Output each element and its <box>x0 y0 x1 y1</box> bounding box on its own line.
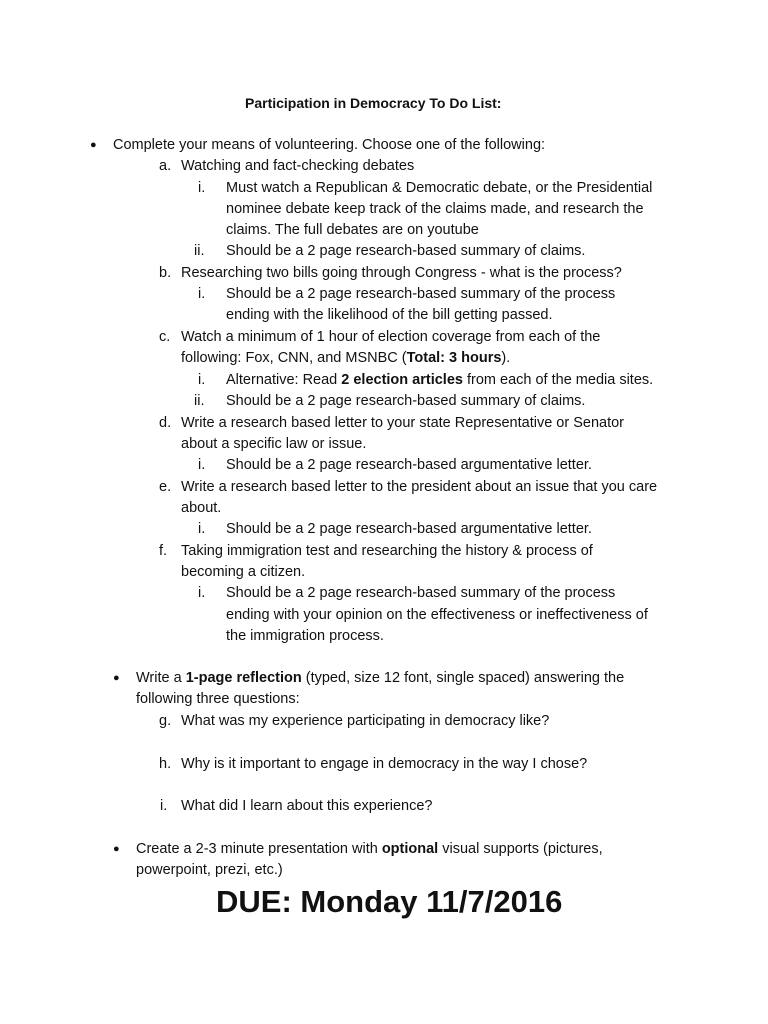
list-item-text: Researching two bills going through Congress - what is the process? <box>181 265 622 281</box>
list-item-text: Write a 1-page reflection (typed, size 12 font, single spaced) answering the <box>136 670 625 686</box>
list-marker: i. <box>160 798 168 814</box>
list-item-text: nominee debate keep track of the claims made, and research the <box>226 201 644 217</box>
emphasis-text: Total: 3 hours <box>406 350 502 366</box>
list-marker: d. <box>159 415 172 431</box>
list-item-text: powerpoint, prezi, etc.) <box>136 862 283 878</box>
list-item-text: Should be a 2 page research-based summary of the process <box>226 585 616 601</box>
list-item-text: following: Fox, CNN, and MSNBC (Total: 3 hours). <box>181 350 511 366</box>
due-date: DUE: Monday 11/7/2016 <box>216 884 563 919</box>
list-item-text: Create a 2-3 minute presentation with optional visual supports (pictures, <box>136 841 603 857</box>
list-item-text: about a specific law or issue. <box>181 436 367 452</box>
list-marker: f. <box>159 543 168 559</box>
list-item-text: Complete your means of volunteering. Choose one of the following: <box>113 137 546 153</box>
list-item-text: claims. The full debates are on youtube <box>226 222 479 238</box>
emphasis-text: 2 election articles <box>341 372 463 388</box>
bullet-icon: ● <box>113 672 120 684</box>
list-marker: i. <box>198 286 206 302</box>
list-item-text: Should be a 2 page research-based summary of claims. <box>226 243 586 259</box>
list-marker: h. <box>159 756 172 772</box>
list-item-text: about. <box>181 500 222 516</box>
list-marker: i. <box>198 180 206 196</box>
list-item-text: Should be a 2 page research-based argumentative letter. <box>226 521 592 537</box>
list-marker: i. <box>198 521 206 537</box>
list-marker: ii. <box>194 243 205 259</box>
emphasis-text: optional <box>381 841 439 857</box>
list-marker: ii. <box>194 393 205 409</box>
list-item-text: Should be a 2 page research-based summary of claims. <box>226 393 586 409</box>
bullet-icon: ● <box>90 139 97 151</box>
list-marker: i. <box>198 585 206 601</box>
list-item-text: Why is it important to engage in democracy in the way I chose? <box>181 756 588 772</box>
list-item-text: the immigration process. <box>226 628 384 644</box>
list-item-text: Write a research based letter to the president about an issue that you care <box>181 479 658 495</box>
list-item-text: Should be a 2 page research-based argumentative letter. <box>226 457 592 473</box>
list-item-text: Should be a 2 page research-based summary of the process <box>226 286 616 302</box>
list-item-text: ending with the likelihood of the bill getting passed. <box>226 307 553 323</box>
list-item-text: What did I learn about this experience? <box>181 798 433 814</box>
list-item-text: Taking immigration test and researching the history & process of <box>181 543 593 559</box>
list-item-text: Watch a minimum of 1 hour of election coverage from each of the <box>181 329 601 345</box>
list-item-text: Alternative: Read 2 election articles from each of the media sites. <box>226 372 654 388</box>
list-marker: i. <box>198 457 206 473</box>
emphasis-text: 1-page reflection <box>185 670 302 686</box>
list-item-text: ending with your opinion on the effectiveness or ineffectiveness of <box>226 607 648 623</box>
list-item-text: Write a research based letter to your state Representative or Senator <box>181 415 625 431</box>
list-marker: g. <box>159 713 172 729</box>
list-marker: e. <box>159 479 172 495</box>
list-item-text: becoming a citizen. <box>181 564 306 580</box>
list-item-text: following three questions: <box>136 691 300 707</box>
list-marker: a. <box>159 158 172 174</box>
list-item-text: Must watch a Republican & Democratic debate, or the Presidential <box>226 180 653 196</box>
list-marker: b. <box>159 265 172 281</box>
list-item-text: What was my experience participating in democracy like? <box>181 713 550 729</box>
bullet-icon: ● <box>113 843 120 855</box>
list-marker: c. <box>159 329 171 345</box>
page-title: Participation in Democracy To Do List: <box>245 95 502 111</box>
list-marker: i. <box>198 372 206 388</box>
list-item-text: Watching and fact-checking debates <box>181 158 415 174</box>
